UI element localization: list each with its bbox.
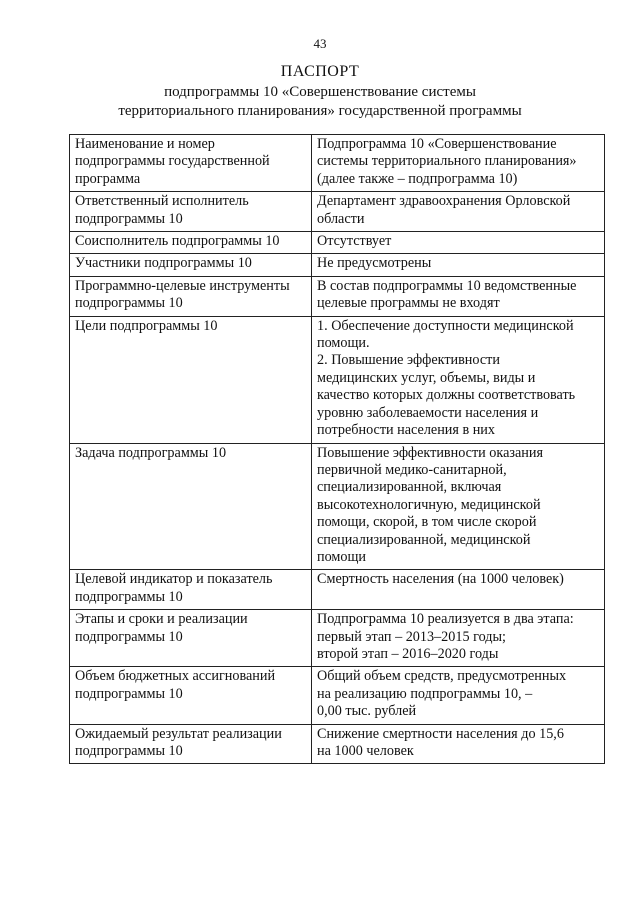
row-value-line: Подпрограмма 10 «Совершенствование <box>317 136 557 152</box>
row-value-line: Отсутствует <box>317 233 392 250</box>
row-value-cell <box>312 135 605 192</box>
row-label-line: подпрограммы 10 <box>75 210 183 227</box>
row-label-cell <box>70 610 312 667</box>
row-label-line: подпрограммы государственной <box>75 153 270 170</box>
row-value-line: 0,00 тыс. рублей <box>317 703 417 720</box>
table-row <box>70 316 605 443</box>
row-value-line: первый этап – 2013–2015 годы; <box>317 628 506 645</box>
row-label-cell <box>70 724 312 764</box>
row-value-line: Не предусмотрены <box>317 255 432 272</box>
row-label-line: Этапы и сроки и реализации <box>75 611 248 628</box>
row-value-line: помощи, скорой, в том числе скорой <box>317 514 537 531</box>
subtitle-line: подпрограммы 10 «Совершенствование системы <box>164 84 476 100</box>
table-row <box>70 276 605 316</box>
row-value-line: на 1000 человек <box>317 743 414 759</box>
row-value-line: Снижение смертности населения до 15,6 <box>317 725 564 742</box>
row-value-cell <box>312 667 605 724</box>
row-value-line: Подпрограмма 10 реализуется в два этапа: <box>317 611 574 628</box>
row-label-line: Наименование и номер <box>75 136 215 152</box>
document-title: ПАСПОРТ <box>280 63 360 80</box>
row-value-line: Общий объем средств, предусмотренных <box>317 668 567 685</box>
table-row <box>70 667 605 724</box>
passport-table-body <box>70 135 605 764</box>
row-label-cell <box>70 570 312 610</box>
subtitle-line: территориального планирования» государственной программы <box>118 103 522 119</box>
row-value-cell <box>312 192 605 232</box>
row-value-line: медицинских услуг, объемы, виды и <box>317 369 536 386</box>
row-value-line: помощи <box>317 548 367 565</box>
row-label-line: Программно-целевые инструменты <box>75 277 290 294</box>
row-value-line: (далее также – подпрограмма 10) <box>317 170 518 187</box>
table-row <box>70 724 605 764</box>
row-value-line: 2. Повышение эффективности <box>317 352 500 369</box>
row-value-cell <box>312 276 605 316</box>
row-label-line: подпрограммы 10 <box>75 685 183 702</box>
row-value-cell <box>312 724 605 764</box>
row-value-cell <box>312 232 605 254</box>
row-label-cell <box>70 316 312 443</box>
row-label-line: подпрограммы 10 <box>75 588 183 605</box>
row-value-cell <box>312 570 605 610</box>
table-row <box>70 232 605 254</box>
row-value-cell <box>312 610 605 667</box>
table-row <box>70 610 605 667</box>
row-value-line: системы территориального планирования» <box>317 153 577 170</box>
row-label-line: подпрограммы 10 <box>75 628 183 645</box>
table-row <box>70 192 605 232</box>
page-number: 43 <box>313 36 327 51</box>
row-label-line: Соисполнитель подпрограммы 10 <box>75 233 280 250</box>
row-label-line: подпрограммы 10 <box>75 743 183 759</box>
row-label-line: программа <box>75 170 141 187</box>
table-row <box>70 570 605 610</box>
row-value-line: высокотехнологичную, медицинской <box>317 496 541 513</box>
row-value-line: Департамент здравоохранения Орловской <box>317 193 571 210</box>
row-value-line: В состав подпрограммы 10 ведомственные <box>317 277 577 294</box>
row-label-cell <box>70 276 312 316</box>
table-row <box>70 135 605 192</box>
row-label-line: Ожидаемый результат реализации <box>75 725 282 742</box>
row-label-line: Задача подпрограммы 10 <box>75 444 227 461</box>
row-value-line: специализированной, включая <box>317 479 502 496</box>
row-value-line: второй этап – 2016–2020 годы <box>317 645 499 662</box>
row-label-cell <box>70 254 312 276</box>
row-value-cell <box>312 254 605 276</box>
row-label-line: Объем бюджетных ассигнований <box>75 668 276 685</box>
row-value-line: потребности населения в них <box>317 422 495 439</box>
row-label-line: Целевой индикатор и показатель <box>75 571 273 588</box>
row-value-line: целевые программы не входят <box>317 295 500 312</box>
table-row <box>70 254 605 276</box>
row-value-line: специализированной, медицинской <box>317 531 531 548</box>
row-label-cell <box>70 232 312 254</box>
row-value-line: на реализацию подпрограммы 10, – <box>317 685 533 702</box>
row-value-cell <box>312 443 605 570</box>
row-label-cell <box>70 443 312 570</box>
row-label-line: подпрограммы 10 <box>75 295 183 312</box>
row-value-cell <box>312 316 605 443</box>
row-value-line: Повышение эффективности оказания <box>317 444 543 461</box>
row-label-line: Участники подпрограммы 10 <box>75 255 252 272</box>
row-label-cell <box>70 192 312 232</box>
row-value-line: области <box>317 210 365 227</box>
row-value-line: помощи. <box>317 335 370 352</box>
table-row <box>70 443 605 570</box>
row-label-cell <box>70 667 312 724</box>
row-label-cell <box>70 135 312 192</box>
passport-table <box>69 134 605 764</box>
row-value-line: 1. Обеспечение доступности медицинской <box>317 317 574 334</box>
row-label-line: Ответственный исполнитель <box>75 193 249 210</box>
row-label-line: Цели подпрограммы 10 <box>75 317 218 334</box>
row-value-line: уровню заболеваемости населения и <box>317 404 539 421</box>
row-value-line: качество которых должны соответствовать <box>317 387 576 404</box>
row-value-line: первичной медико-санитарной, <box>317 461 507 478</box>
document-subtitle <box>0 83 640 121</box>
row-value-line: Смертность населения (на 1000 человек) <box>317 571 564 588</box>
